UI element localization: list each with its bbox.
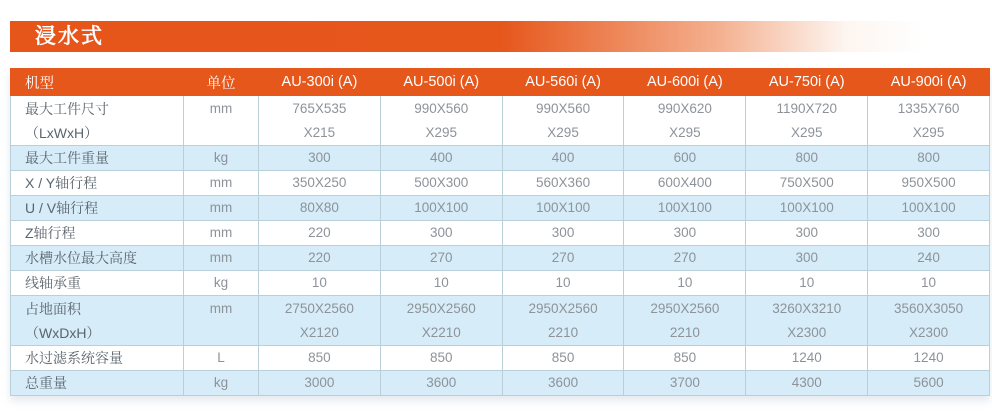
cell-line: 350X250	[292, 175, 347, 190]
unit-cell	[184, 346, 259, 371]
value-cell	[502, 146, 624, 171]
section-title-bar	[10, 21, 992, 52]
cell-line: 10	[677, 275, 693, 290]
value-cell	[380, 246, 502, 271]
cell-line: L	[217, 350, 225, 365]
cell-line: 3000	[304, 375, 335, 390]
cell-line: 5600	[913, 375, 944, 390]
cell-line: 100X100	[657, 200, 712, 215]
value-cell	[868, 196, 990, 221]
cell-line: 总重量	[25, 375, 67, 391]
cell-line: 1240	[791, 350, 822, 365]
table-row	[11, 346, 990, 371]
cell-line: 300	[429, 225, 453, 240]
value-cell	[624, 96, 746, 146]
value-cell	[746, 246, 868, 271]
cell-line: X295	[790, 124, 823, 140]
cell-line: 950X500	[901, 175, 956, 190]
cell-line: Z轴行程	[25, 225, 76, 241]
value-cell	[868, 146, 990, 171]
row-label-cell	[11, 96, 184, 146]
cell-line: 220	[308, 225, 331, 240]
cell-line: mm	[209, 101, 233, 116]
value-cell	[624, 196, 746, 221]
cell-line: 300	[917, 225, 940, 240]
header-product-column: AU-750i (A)	[746, 69, 868, 96]
value-cell	[380, 271, 502, 296]
cell-line: 300	[551, 225, 575, 240]
cell-line: X295	[912, 124, 945, 140]
value-cell	[380, 146, 502, 171]
cell-line: 2950X2560	[406, 300, 476, 316]
cell-line: 100X100	[779, 200, 834, 215]
header-product-column: AU-500i (A)	[380, 69, 502, 96]
value-cell	[380, 371, 502, 396]
cell-line: 990X620	[657, 100, 712, 116]
value-cell	[502, 246, 624, 271]
row-label-cell	[11, 146, 184, 171]
spec-table	[10, 68, 990, 396]
value-cell	[380, 196, 502, 221]
cell-line: （WxDxH）	[25, 324, 101, 341]
cell-line: 600X400	[657, 175, 712, 190]
value-cell	[868, 221, 990, 246]
value-cell	[259, 296, 381, 346]
cell-line: 300	[795, 250, 818, 265]
value-cell	[259, 171, 381, 196]
cell-line: （LxWxH）	[25, 124, 99, 141]
cell-line: 水槽水位最大高度	[25, 250, 137, 266]
cell-line: 线轴承重	[25, 275, 81, 291]
cell-line: 300	[673, 225, 697, 240]
value-cell	[502, 196, 624, 221]
section-title: 浸水式	[35, 25, 104, 48]
cell-line: 300	[308, 150, 331, 165]
cell-line: 270	[551, 250, 575, 265]
cell-line: kg	[213, 375, 229, 390]
cell-line: mm	[209, 175, 233, 190]
cell-line: 最大工件尺寸	[25, 100, 109, 117]
cell-line: 10	[433, 275, 449, 290]
cell-line: 270	[673, 250, 697, 265]
value-cell	[624, 221, 746, 246]
cell-line: 10	[555, 275, 571, 290]
header-unit-column: 单位	[184, 69, 259, 96]
cell-line: 100X100	[414, 200, 469, 215]
cell-line: 占地面积	[25, 300, 81, 317]
value-cell	[259, 196, 381, 221]
header-model-column: 机型	[11, 69, 184, 96]
spec-table-header	[11, 69, 990, 96]
value-cell	[746, 346, 868, 371]
cell-line: X2120	[299, 324, 339, 340]
cell-line: 10	[311, 275, 327, 290]
cell-line: 560X360	[536, 175, 591, 190]
value-cell	[259, 371, 381, 396]
cell-line: 80X80	[299, 200, 339, 215]
table-row	[11, 96, 990, 146]
cell-line: 4300	[791, 375, 822, 390]
row-label-cell	[11, 296, 184, 346]
cell-line: X215	[303, 124, 336, 140]
value-cell	[624, 371, 746, 396]
cell-line: 2210	[669, 324, 700, 340]
value-cell	[624, 296, 746, 346]
value-cell	[380, 96, 502, 146]
cell-line: 850	[673, 350, 697, 365]
cell-line: X295	[669, 124, 701, 140]
value-cell	[868, 371, 990, 396]
cell-line: 3700	[669, 375, 700, 390]
value-cell	[746, 196, 868, 221]
cell-line: 990X560	[536, 100, 591, 116]
row-label-cell	[11, 221, 184, 246]
cell-line: 3600	[426, 375, 457, 390]
cell-line: X2300	[787, 324, 827, 340]
cell-line: mm	[209, 200, 233, 215]
value-cell	[259, 221, 381, 246]
table-row	[11, 196, 990, 221]
cell-line: X295	[425, 124, 457, 140]
table-row	[11, 371, 990, 396]
value-cell	[502, 371, 624, 396]
cell-line: 最大工件重量	[25, 150, 109, 166]
cell-line: U / V轴行程	[25, 200, 99, 216]
cell-line: 400	[551, 150, 575, 165]
value-cell	[380, 296, 502, 346]
row-label-cell	[11, 196, 184, 221]
cell-line: 2950X2560	[650, 300, 720, 316]
value-cell	[380, 346, 502, 371]
table-row	[11, 171, 990, 196]
cell-line: 10	[799, 275, 815, 290]
cell-line: 765X535	[292, 100, 347, 116]
cell-line: kg	[213, 150, 229, 165]
cell-line: 2210	[548, 324, 579, 340]
header-product-column: AU-300i (A)	[259, 69, 381, 96]
row-label-cell	[11, 171, 184, 196]
value-cell	[746, 271, 868, 296]
value-cell	[259, 146, 381, 171]
value-cell	[624, 271, 746, 296]
row-label-cell	[11, 346, 184, 371]
cell-line: X295	[547, 124, 579, 140]
unit-cell	[184, 271, 259, 296]
value-cell	[502, 271, 624, 296]
unit-cell	[184, 296, 259, 346]
cell-line: 1240	[913, 350, 944, 365]
cell-line: kg	[213, 275, 229, 290]
cell-line: 220	[308, 250, 331, 265]
table-row	[11, 221, 990, 246]
cell-line: 1335X760	[897, 100, 960, 116]
value-cell	[259, 346, 381, 371]
value-cell	[868, 246, 990, 271]
cell-line: 水过滤系统容量	[25, 350, 123, 366]
unit-cell	[184, 246, 259, 271]
cell-line: 800	[795, 150, 818, 165]
row-label-cell	[11, 371, 184, 396]
value-cell	[259, 271, 381, 296]
row-label-cell	[11, 246, 184, 271]
cell-line: X / Y轴行程	[25, 175, 98, 191]
value-cell	[502, 96, 624, 146]
value-cell	[868, 96, 990, 146]
unit-cell	[184, 196, 259, 221]
cell-line: 1190X720	[776, 100, 837, 116]
row-label-cell	[11, 271, 184, 296]
header-product-column: AU-560i (A)	[502, 69, 624, 96]
cell-line: 750X500	[779, 175, 834, 190]
cell-line: 240	[917, 250, 940, 265]
unit-cell	[184, 96, 259, 146]
cell-line: 600	[673, 150, 697, 165]
cell-line: 100X100	[536, 200, 591, 215]
unit-cell	[184, 171, 259, 196]
cell-line: 990X560	[414, 100, 469, 116]
value-cell	[624, 171, 746, 196]
value-cell	[380, 171, 502, 196]
unit-cell	[184, 221, 259, 246]
value-cell	[380, 221, 502, 246]
cell-line: 400	[429, 150, 453, 165]
value-cell	[746, 296, 868, 346]
cell-line: 850	[429, 350, 453, 365]
spec-table-body	[11, 96, 990, 396]
table-row	[11, 146, 990, 171]
value-cell	[259, 96, 381, 146]
value-cell	[502, 296, 624, 346]
table-row	[11, 246, 990, 271]
cell-line: X2300	[909, 324, 949, 340]
table-row	[11, 271, 990, 296]
cell-line: 3260X3210	[772, 300, 842, 316]
cell-line: 10	[921, 275, 937, 290]
value-cell	[868, 271, 990, 296]
value-cell	[502, 171, 624, 196]
value-cell	[746, 221, 868, 246]
cell-line: 850	[308, 350, 331, 365]
cell-line: 850	[551, 350, 575, 365]
cell-line: 3560X3050	[894, 300, 964, 316]
value-cell	[868, 346, 990, 371]
value-cell	[868, 296, 990, 346]
cell-line: 2750X2560	[284, 300, 354, 316]
unit-cell	[184, 371, 259, 396]
cell-line: 2950X2560	[528, 300, 598, 316]
cell-line: mm	[209, 225, 233, 240]
value-cell	[746, 171, 868, 196]
value-cell	[624, 146, 746, 171]
cell-line: mm	[209, 301, 233, 316]
cell-line: X2210	[421, 324, 461, 340]
cell-line: 270	[429, 250, 453, 265]
value-cell	[746, 146, 868, 171]
header-product-column: AU-900i (A)	[868, 69, 990, 96]
value-cell	[868, 171, 990, 196]
value-cell	[624, 346, 746, 371]
cell-line: 3600	[548, 375, 579, 390]
value-cell	[259, 246, 381, 271]
cell-line: 800	[917, 150, 940, 165]
table-row	[11, 296, 990, 346]
unit-cell	[184, 146, 259, 171]
value-cell	[502, 221, 624, 246]
cell-line: 100X100	[901, 200, 956, 215]
cell-line: 300	[795, 225, 818, 240]
value-cell	[746, 96, 868, 146]
cell-line: mm	[209, 250, 233, 265]
header-row	[11, 69, 990, 96]
cell-line: 500X300	[414, 175, 469, 190]
header-product-column: AU-600i (A)	[624, 69, 746, 96]
value-cell	[746, 371, 868, 396]
value-cell	[624, 246, 746, 271]
value-cell	[502, 346, 624, 371]
